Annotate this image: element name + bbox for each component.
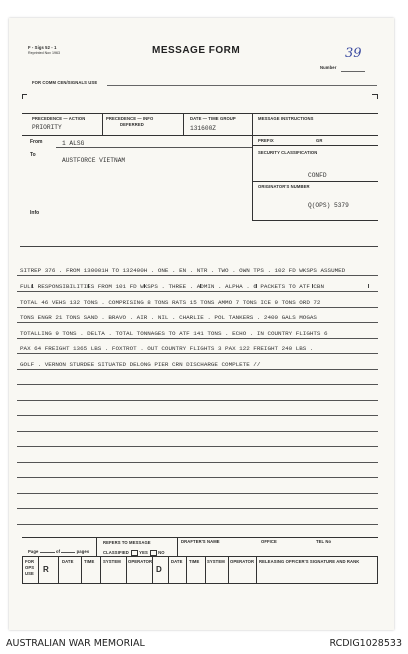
message-instructions-label: MESSAGE INSTRUCTIONS (258, 116, 314, 121)
number-underline (341, 71, 365, 72)
form-code: F - Sigs 52 - 1 (28, 45, 57, 50)
ops-top-rule (22, 556, 378, 557)
ruled-line (17, 431, 378, 432)
security-classification-value: CONFD (308, 172, 327, 179)
message-line-5: TOTALLING 9 TONS . DELTA . TOTAL TONNAGES TO ATF 141 TONS . ECHO . IN COUNTRY FLIGHTS 6 (20, 330, 328, 337)
d-date-label: DATE (171, 559, 183, 564)
ops-cell (81, 556, 82, 584)
prefix-rule (252, 145, 378, 146)
security-rule (252, 181, 378, 182)
corner-mark (377, 94, 378, 99)
ops-label: OPS (25, 565, 35, 570)
dtg-label: DATE — TIME GROUP (190, 116, 236, 121)
d-system-label: SYSTEM (207, 559, 225, 564)
comm-cen-underline (107, 85, 377, 86)
handwritten-message-number: 39 (345, 46, 362, 61)
precedence-action-label: PRECEDENCE — ACTION (32, 116, 86, 121)
r-operator-label: OPERATOR (128, 559, 153, 564)
drafters-name-label: DRAFTER'S NAME (181, 539, 220, 544)
ops-cell (38, 556, 39, 584)
for-label: FOR (25, 559, 35, 564)
ops-cell (205, 556, 206, 584)
info-label: Info (30, 210, 40, 216)
d-label: D (156, 565, 162, 574)
bottom-section-top-rule (22, 537, 378, 538)
ruled-line (17, 415, 378, 416)
message-line-6: PAX 64 FREIGHT 1365 LBS . FOXTROT . OUT COUNTRY FLIGHTS 3 PAX 122 FREIGHT 240 LBS . (20, 345, 314, 352)
comm-cen-label: FOR COMM CEN/SIGNALS USE (32, 80, 98, 85)
precedence-info-deferred: DEFERRED (120, 122, 144, 127)
originators-number-value: Q(OPS) 5379 (308, 202, 349, 209)
right-column-divider (252, 113, 253, 221)
to-label: To (30, 152, 36, 158)
ruled-line (17, 384, 378, 385)
ops-cell (100, 556, 101, 584)
message-body-top-rule (20, 246, 378, 247)
originators-number-label: ORIGINATOR'S NUMBER (258, 184, 310, 189)
from-value: 1 ALSG (62, 140, 85, 147)
message-line-3: TOTAL 46 VEHS 132 TONS . COMPRISING 8 TONS RATS 15 TONS AMMO 7 TONS ICE 9 TONS ORD 72 (20, 299, 321, 306)
message-line-4: TONS ENGR 21 TONS SAND . BRAVO . AIR . NIL . CHARLIE . POL TANKERS . 2400 GALS MOGAS (20, 314, 317, 321)
security-classification-label: SECURITY CLASSIFICATION (258, 150, 318, 155)
bottom-divider (96, 537, 97, 556)
r-date-label: DATE (62, 559, 74, 564)
classified-text: CLASSIFIED (103, 550, 129, 556)
ruled-line (17, 493, 378, 494)
ruled-line (17, 291, 378, 292)
ruled-line (17, 353, 378, 354)
r-time-label: TIME (84, 559, 95, 564)
page-text: Page (28, 549, 39, 554)
ops-cell (228, 556, 229, 584)
r-system-label: SYSTEM (103, 559, 121, 564)
column-tick (368, 284, 369, 288)
page-of-pages (28, 549, 89, 554)
form-title: MESSAGE FORM (152, 45, 241, 56)
ops-cell (256, 556, 257, 584)
precedence-info-label: PRECEDENCE — INFO (106, 116, 154, 121)
ruled-line (17, 462, 378, 463)
ruled-line (17, 400, 378, 401)
ops-cell (168, 556, 169, 584)
no-text: NO (158, 550, 165, 556)
number-label: Number (320, 65, 337, 70)
ops-cell (126, 556, 127, 584)
message-line-7: GOLF . VERNON STURDEE SITUATED DELONG PIER CRN DISCHARGE COMPLETE // (20, 361, 261, 368)
header-top-rule (22, 113, 378, 114)
ruled-line (17, 322, 378, 323)
ruled-line (17, 508, 378, 509)
ops-cell (186, 556, 187, 584)
ruled-line (17, 275, 378, 276)
prefix-label: PREFIX (258, 138, 274, 143)
use-label: USE (25, 571, 34, 576)
ruled-line (17, 524, 378, 525)
dtg-value: 131600Z (190, 125, 216, 132)
ruled-line (17, 338, 378, 339)
ruled-line (17, 446, 378, 447)
message-line-1: SITREP 376 . FROM 130001H TO 132400H . ONE . EN . NTR . TWO . OWN TPS . 102 FD WKSPS ASSUMED (20, 267, 346, 274)
header-divider (183, 113, 184, 135)
d-operator-label: OPERATOR (230, 559, 255, 564)
header-divider (102, 113, 103, 135)
r-label: R (43, 565, 49, 574)
corner-mark (22, 94, 23, 99)
to-value: AUSTFORCE VIETNAM (62, 157, 126, 164)
ops-cell (377, 556, 378, 584)
tel-no-label: TEL No (316, 539, 332, 544)
from-label: From (30, 139, 43, 145)
yes-text: YES (139, 550, 148, 556)
reprinted-date: Reprinted Nov 1963 (28, 51, 60, 55)
ops-cell (22, 556, 23, 584)
pages-text: pages (76, 549, 90, 554)
refers-to-message-label: REFERS TO MESSAGE (103, 540, 151, 545)
footer-archive-name: AUSTRALIAN WAR MEMORIAL (6, 638, 145, 649)
from-underline (56, 147, 252, 148)
ruled-line (17, 369, 378, 370)
releasing-officer-label: RELEASING OFFICER'S SIGNATURE AND RANK (259, 559, 360, 564)
precedence-action-value: PRIORITY (32, 124, 62, 131)
office-label: OFFICE (261, 539, 277, 544)
of-text: of (55, 549, 61, 554)
d-time-label: TIME (189, 559, 200, 564)
header-bottom-rule (22, 135, 378, 136)
message-line-2: FULL RESPONSIBILITIES FROM 101 FD WKSPS . THREE . ADMIN . ALPHA . 6 PACKETS TO ATF CBN (20, 283, 325, 290)
ruled-line (17, 307, 378, 308)
ruled-line (17, 477, 378, 478)
ops-cell (58, 556, 59, 584)
footer-record-id: RCDIG1028533 (329, 638, 402, 649)
originator-rule (252, 220, 378, 221)
gr-label: GR (316, 138, 323, 143)
ops-bottom-rule (22, 583, 378, 584)
bottom-divider (177, 537, 178, 556)
